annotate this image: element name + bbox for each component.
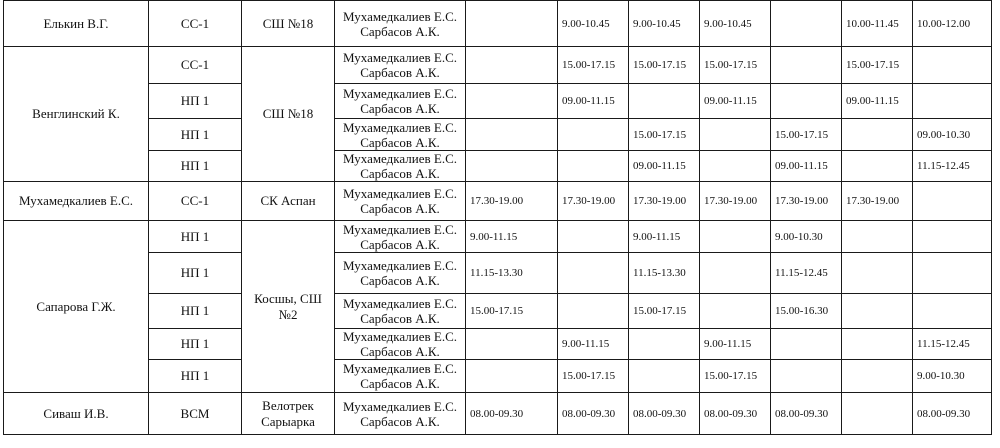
time-cell: 15.00-17.15 [771,119,842,151]
trainer-cell: Мухамедкалиев Е.С. Сарбасов А.К. [335,182,466,221]
group-cell: ВСМ [149,393,242,435]
place-cell: Косшы, СШ №2 [242,221,335,393]
group-cell: НП 1 [149,151,242,182]
table-row [4,151,992,182]
trainer-cell: Мухамедкалиев Е.С. Сарбасов А.К. [335,253,466,294]
time-cell [700,151,771,182]
time-cell: 11.15-13.30 [466,253,558,294]
time-cell: 15.00-17.15 [466,294,558,329]
time-cell: 9.00-11.15 [466,221,558,253]
time-cell [558,151,629,182]
time-cell: 09.00-10.30 [913,119,992,151]
time-cell: 08.00-09.30 [913,393,992,435]
place-cell: Велотрек Сарыарка [242,393,335,435]
time-cell: 15.00-17.15 [629,47,700,84]
schedule-table [3,0,992,435]
time-cell [629,360,700,393]
time-cell [771,47,842,84]
athlete-name: Сиваш И.В. [4,393,149,435]
time-cell: 09.00-11.15 [700,84,771,119]
time-cell [700,119,771,151]
table-row [4,182,992,221]
athlete-name: Сапарова Г.Ж. [4,221,149,393]
trainer-cell: Мухамедкалиев Е.С. Сарбасов А.К. [335,151,466,182]
time-cell: 09.00-11.15 [558,84,629,119]
time-cell: 15.00-17.15 [629,294,700,329]
time-cell: 09.00-11.15 [629,151,700,182]
time-cell [466,329,558,360]
athlete-name: Венглинский К. [4,47,149,182]
time-cell [700,221,771,253]
time-cell: 10.00-12.00 [913,1,992,47]
group-cell: СС-1 [149,1,242,47]
trainer-cell: Мухамедкалиев Е.С. Сарбасов А.К. [335,119,466,151]
time-cell [913,253,992,294]
time-cell: 08.00-09.30 [629,393,700,435]
time-cell: 09.00-11.15 [771,151,842,182]
group-cell: НП 1 [149,221,242,253]
time-cell [913,221,992,253]
time-cell: 17.30-19.00 [466,182,558,221]
time-cell: 15.00-17.15 [700,360,771,393]
place-cell: СШ №18 [242,47,335,182]
table-row [4,360,992,393]
time-cell: 15.00-17.15 [558,360,629,393]
table-row [4,84,992,119]
time-cell [466,1,558,47]
time-cell [466,47,558,84]
time-cell: 11.15-12.45 [913,151,992,182]
time-cell [913,182,992,221]
trainer-cell: Мухамедкалиев Е.С. Сарбасов А.К. [335,221,466,253]
group-cell: НП 1 [149,329,242,360]
group-cell: НП 1 [149,119,242,151]
table-row [4,329,992,360]
time-cell [466,151,558,182]
time-cell [842,360,913,393]
trainer-cell: Мухамедкалиев Е.С. Сарбасов А.К. [335,84,466,119]
table-row [4,119,992,151]
time-cell: 9.00-11.15 [700,329,771,360]
time-cell: 17.30-19.00 [771,182,842,221]
time-cell: 9.00-10.45 [558,1,629,47]
trainer-cell: Мухамедкалиев Е.С. Сарбасов А.К. [335,294,466,329]
place-cell: СШ №18 [242,1,335,47]
athlete-name: Елькин В.Г. [4,1,149,47]
time-cell [771,1,842,47]
time-cell: 9.00-10.45 [629,1,700,47]
trainer-cell: Мухамедкалиев Е.С. Сарбасов А.К. [335,360,466,393]
time-cell [700,294,771,329]
time-cell: 10.00-11.45 [842,1,913,47]
time-cell [771,84,842,119]
time-cell: 11.15-13.30 [629,253,700,294]
time-cell [842,221,913,253]
table-row [4,221,992,253]
time-cell: 15.00-17.15 [558,47,629,84]
table-row [4,1,992,47]
time-cell: 11.15-12.45 [913,329,992,360]
group-cell: СС-1 [149,47,242,84]
table-row [4,294,992,329]
time-cell [629,84,700,119]
group-cell: НП 1 [149,360,242,393]
time-cell [842,294,913,329]
time-cell [842,119,913,151]
time-cell [466,119,558,151]
group-cell: НП 1 [149,253,242,294]
time-cell: 9.00-10.30 [913,360,992,393]
time-cell [842,329,913,360]
trainer-cell: Мухамедкалиев Е.С. Сарбасов А.К. [335,47,466,84]
time-cell [842,253,913,294]
time-cell: 15.00-17.15 [629,119,700,151]
time-cell [771,329,842,360]
time-cell: 17.30-19.00 [629,182,700,221]
time-cell: 9.00-10.45 [700,1,771,47]
time-cell [913,84,992,119]
time-cell [842,393,913,435]
time-cell [913,294,992,329]
time-cell: 08.00-09.30 [771,393,842,435]
time-cell [466,84,558,119]
time-cell [913,47,992,84]
time-cell: 11.15-12.45 [771,253,842,294]
time-cell [842,151,913,182]
group-cell: СС-1 [149,182,242,221]
time-cell: 9.00-10.30 [771,221,842,253]
time-cell: 08.00-09.30 [700,393,771,435]
table-row [4,253,992,294]
time-cell [558,253,629,294]
time-cell: 17.30-19.00 [700,182,771,221]
time-cell: 08.00-09.30 [466,393,558,435]
time-cell: 17.30-19.00 [842,182,913,221]
time-cell [700,253,771,294]
trainer-cell: Мухамедкалиев Е.С. Сарбасов А.К. [335,1,466,47]
time-cell [466,360,558,393]
time-cell: 15.00-16.30 [771,294,842,329]
group-cell: НП 1 [149,84,242,119]
time-cell [558,221,629,253]
time-cell: 15.00-17.15 [842,47,913,84]
table-row [4,47,992,84]
time-cell [558,119,629,151]
time-cell: 9.00-11.15 [629,221,700,253]
trainer-cell: Мухамедкалиев Е.С. Сарбасов А.К. [335,329,466,360]
athlete-name: Мухамедкалиев Е.С. [4,182,149,221]
time-cell: 9.00-11.15 [558,329,629,360]
time-cell: 15.00-17.15 [700,47,771,84]
time-cell: 17.30-19.00 [558,182,629,221]
time-cell [629,329,700,360]
table-row [4,393,992,435]
time-cell [558,294,629,329]
time-cell: 08.00-09.30 [558,393,629,435]
time-cell: 09.00-11.15 [842,84,913,119]
place-cell: СК Аспан [242,182,335,221]
time-cell [771,360,842,393]
trainer-cell: Мухамедкалиев Е.С. Сарбасов А.К. [335,393,466,435]
group-cell: НП 1 [149,294,242,329]
